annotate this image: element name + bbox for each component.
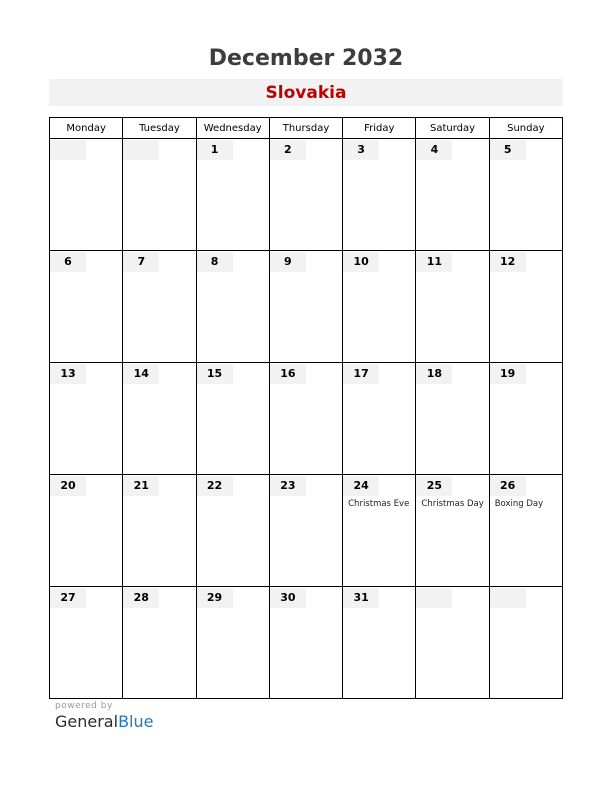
powered-by-text: powered by [55, 701, 113, 711]
week-row [50, 587, 563, 699]
holiday-label: Boxing Day [494, 499, 544, 509]
day-cell [489, 363, 562, 475]
day-cell [269, 587, 342, 699]
day-number: 28 [123, 588, 159, 608]
calendar-body [50, 139, 563, 699]
day-number: 15 [197, 364, 233, 384]
holiday-label: Christmas Day [421, 499, 484, 509]
day-number: 18 [416, 364, 452, 384]
day-cell [269, 251, 342, 363]
brand-blue: Blue [118, 712, 154, 731]
weekday-header: Monday [50, 118, 123, 139]
day-number: 8 [197, 252, 233, 272]
day-cell [50, 587, 123, 699]
day-number: 11 [416, 252, 452, 272]
day-cell [196, 587, 269, 699]
day-cell [416, 363, 489, 475]
day-cell [269, 363, 342, 475]
day-cell [123, 139, 196, 251]
week-row [50, 475, 563, 587]
page-title: December 2032 [208, 46, 404, 71]
day-cell [50, 363, 123, 475]
day-cell [196, 139, 269, 251]
day-cell [343, 139, 416, 251]
weekday-header: Wednesday [196, 118, 269, 139]
day-cell [343, 251, 416, 363]
day-number [490, 588, 526, 608]
day-cell [123, 363, 196, 475]
day-cell [489, 587, 562, 699]
weekday-header: Friday [343, 118, 416, 139]
footer [55, 701, 153, 731]
brand-general: General [55, 712, 119, 731]
holiday-label: Christmas Eve [348, 499, 410, 509]
day-cell [489, 475, 562, 587]
day-cell [489, 251, 562, 363]
day-number: 24 [343, 476, 379, 496]
day-number: 2 [270, 140, 306, 160]
day-number [50, 140, 86, 160]
country-banner [49, 79, 563, 106]
calendar-grid [49, 117, 563, 699]
weekday-header-row [50, 118, 563, 139]
day-number: 19 [490, 364, 526, 384]
weekday-header: Saturday [416, 118, 489, 139]
day-number [416, 588, 452, 608]
day-cell [269, 139, 342, 251]
day-number: 21 [123, 476, 159, 496]
day-cell [269, 475, 342, 587]
day-cell [123, 251, 196, 363]
day-cell [50, 251, 123, 363]
day-number: 30 [270, 588, 306, 608]
day-number: 10 [343, 252, 379, 272]
day-cell [343, 363, 416, 475]
day-cell [196, 251, 269, 363]
day-cell [50, 475, 123, 587]
day-number: 31 [343, 588, 379, 608]
day-number: 16 [270, 364, 306, 384]
day-cell [196, 475, 269, 587]
day-cell [123, 587, 196, 699]
weekday-header: Tuesday [123, 118, 196, 139]
week-row [50, 251, 563, 363]
day-number: 1 [197, 140, 233, 160]
calendar [49, 117, 563, 697]
day-number: 25 [416, 476, 452, 496]
day-cell [196, 363, 269, 475]
day-cell [416, 251, 489, 363]
day-number: 7 [123, 252, 159, 272]
day-number: 27 [50, 588, 86, 608]
day-number: 6 [50, 252, 86, 272]
day-cell [489, 139, 562, 251]
day-number: 29 [197, 588, 233, 608]
day-cell [416, 475, 489, 587]
day-number: 17 [343, 364, 379, 384]
day-number: 20 [50, 476, 86, 496]
weekday-header: Sunday [489, 118, 562, 139]
day-number: 12 [490, 252, 526, 272]
day-cell [343, 475, 416, 587]
day-number [123, 140, 159, 160]
day-number: 5 [490, 140, 526, 160]
day-cell [343, 587, 416, 699]
day-number: 9 [270, 252, 306, 272]
day-number: 14 [123, 364, 159, 384]
day-cell [416, 139, 489, 251]
day-number: 4 [416, 140, 452, 160]
day-number: 13 [50, 364, 86, 384]
day-cell [123, 475, 196, 587]
generalblue-logo[interactable] [55, 712, 153, 731]
day-cell [50, 139, 123, 251]
day-number: 26 [490, 476, 526, 496]
weekday-header: Thursday [269, 118, 342, 139]
country-name: Slovakia [265, 83, 347, 103]
day-number: 23 [270, 476, 306, 496]
week-row [50, 363, 563, 475]
day-number: 22 [197, 476, 233, 496]
day-cell [416, 587, 489, 699]
week-row [50, 139, 563, 251]
day-number: 3 [343, 140, 379, 160]
